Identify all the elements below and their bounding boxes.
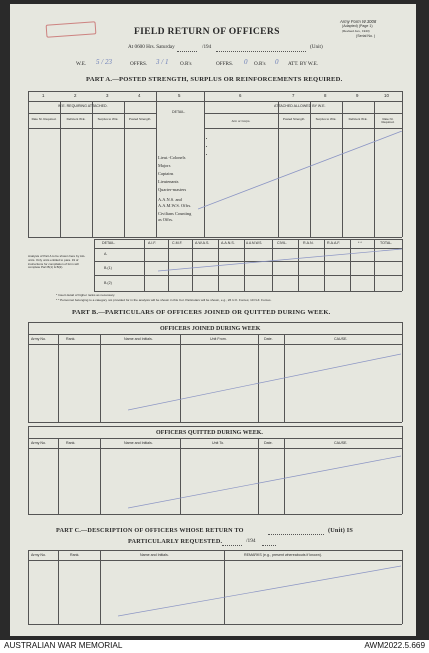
analysis-row-b2: B.(2) [104,281,112,285]
joined-col-army-no: Army No. [31,337,46,341]
form-revised: (Revised Jan., 1943) [342,29,370,33]
detail-header: DETAIL. [172,110,186,114]
quitted-table [28,426,402,514]
analysis-aif: A.I.F. [148,241,157,245]
analysis-total: TOTAL. [380,241,393,245]
unit-label: (Unit) [310,44,323,50]
pencil-strike-joined [128,352,402,412]
rank-civilians: Civilians Counting [158,211,192,216]
we-label: W.E. [76,61,87,67]
part-c-col-army-no: Army No. [31,553,46,557]
offrs2-handwriting: 0 [244,58,248,66]
right-col-arm: Arm or Corps. [231,119,251,123]
quitted-col-name: Name and Initials. [124,441,153,445]
analysis-note: Analysis of Part A to be shown here by ALL units. Only units entitled to para. 19 of instructions for compilation of form will complete Part B(1) & B(2). [28,254,86,270]
form-number: Army Form W.3008 [340,19,377,24]
analysis-cmf: C.M.F. [172,241,183,245]
form-paper [10,4,416,636]
analysis-row-b1: B.(1) [104,266,112,270]
att-label: ATT. BY W.E. [288,61,319,67]
year-label: /194 [202,44,212,50]
time-label: At 0600 Hrs. Saturday [128,44,175,50]
part-c-table [28,550,402,624]
col-3: 3 [106,93,109,98]
red-stamp [46,21,97,37]
offrs2-label: OFFRS. [216,61,234,67]
quitted-col-rank: Rank. [66,441,76,445]
col-7: 7 [292,93,295,98]
rank-lieut-colonels: Lieut.-Colonels [158,155,186,160]
analysis-row-a: A. [104,252,108,256]
rank-quarter-masters: Quarter-masters [158,187,187,192]
analysis-other: * * [358,241,362,245]
rank-majors: Majors [158,163,171,168]
left-col-deficient: Deficient W.E. [66,117,86,121]
rank-lieutenants: Lieutenants [158,179,179,184]
left-col-posted: Posted Strength. [128,117,152,121]
joined-col-unit-from: Unit From. [210,337,227,341]
serial-number: (Serial No. ) [356,34,376,38]
col-8: 8 [324,93,327,98]
part-c-unit-is: (Unit) IS [328,527,354,534]
col-4: 4 [138,93,141,98]
analysis-raaf: R.A.A.F. [327,241,341,245]
col-1: 1 [42,93,45,98]
group-left-header: W.E. REQUIRING ATTACHED. [58,104,108,108]
part-c-heading: PART C.—DESCRIPTION OF OFFICERS WHOSE RETURN TO [56,527,244,534]
col-5: 5 [178,93,181,98]
rank-as-offrs: as Offrs. [158,217,174,222]
rank-aamws: A.A.M.W.S. Offrs. [158,203,192,208]
analysis-aans: A.A.N.S. [221,241,235,245]
footnote-2: * * Personnel belonging to a category not provided for in the analysis will be shown in this Col. Particulars will be shown, e.g., 26 U.K. Forces; 10 N.Z. Forces. [56,298,272,302]
rank-aans: A.A.N.S. and [158,197,182,202]
col-6: 6 [239,93,242,98]
group-right-header: ATTACHED ALLOWED BY W.E. [274,104,326,108]
quitted-col-unit-to: Unit To. [212,441,225,445]
offrs-handwriting: 3 / 1 [156,58,169,66]
part-c-year: /194 [246,538,256,544]
part-b-heading: PART B.—PARTICULARS OF OFFICERS JOINED OR QUITTED DURING WEEK. [72,309,331,316]
quitted-col-date: Date. [264,441,273,445]
analysis-civil: CIVIL. [277,241,287,245]
left-col-surplus: Surplus to W.E. [97,117,119,121]
col-10: 10 [384,93,389,98]
part-c-requested: PARTICULARLY REQUESTED. [128,538,223,545]
analysis-table [28,239,402,291]
part-a-table [28,91,402,237]
pencil-strike-analysis [158,243,403,273]
form-adapted: (Adapted) (Page 1) [342,24,373,28]
analysis-aamws: A.A.M.W.S. [246,241,263,245]
analysis-detail: DETAIL. [102,241,116,245]
offrs-label: OFFRS. [130,61,148,67]
footnote-1: * Insert detail of higher ranks as necessary. [56,293,116,297]
right-col-posted: Posted Strength. [282,117,306,121]
analysis-ran: R.A.N. [303,241,314,245]
rank-captains: Captains [158,171,174,176]
footer-bar [0,640,429,653]
joined-col-cause: CAUSE. [334,337,348,341]
ors2-label: O.R's [254,61,266,67]
joined-col-rank: Rank. [66,337,76,341]
ors2-handwriting: 0 [275,58,279,66]
quitted-col-cause: CAUSE. [334,441,348,445]
part-c-col-remarks: REMARKS (e.g., present whereabouts if known). [244,553,322,557]
part-a-heading: PART A.—POSTED STRENGTH, SURPLUS OR REINFORCEMENTS REQUIRED. [86,76,343,83]
pencil-strike [198,131,403,211]
pencil-strike-part-c [118,564,402,618]
quitted-title: OFFICERS QUITTED DURING WEEK. [156,430,263,436]
part-c-col-name: Name and Initials. [140,553,169,557]
right-col-deficient: Deficient W.E. [348,117,368,121]
right-col-rate: Rate Nr. Required. [381,117,395,124]
footer-accession-number: AWM2022.5.669 [364,641,425,650]
right-col-surplus: Surplus to W.E. [315,117,337,121]
analysis-awas: A.W.A.S. [195,241,210,245]
footer-institution: AUSTRALIAN WAR MEMORIAL [4,641,123,650]
quitted-col-army-no: Army No. [31,441,46,445]
pencil-strike-quitted [128,454,402,510]
left-col-rate: Rate Nr. Required. [31,117,57,121]
col-2: 2 [74,93,77,98]
part-c-col-rank: Rank. [70,553,80,557]
we-handwriting: 5 / 23 [96,58,112,66]
col-9: 9 [356,93,359,98]
joined-col-name: Name and Initials. [124,337,153,341]
page-title: FIELD RETURN OF OFFICERS [134,26,280,37]
joined-table [28,322,402,422]
joined-col-date: Date. [264,337,273,341]
ors-label: O.R's [180,61,192,67]
joined-title: OFFICERS JOINED DURING WEEK [160,326,261,332]
